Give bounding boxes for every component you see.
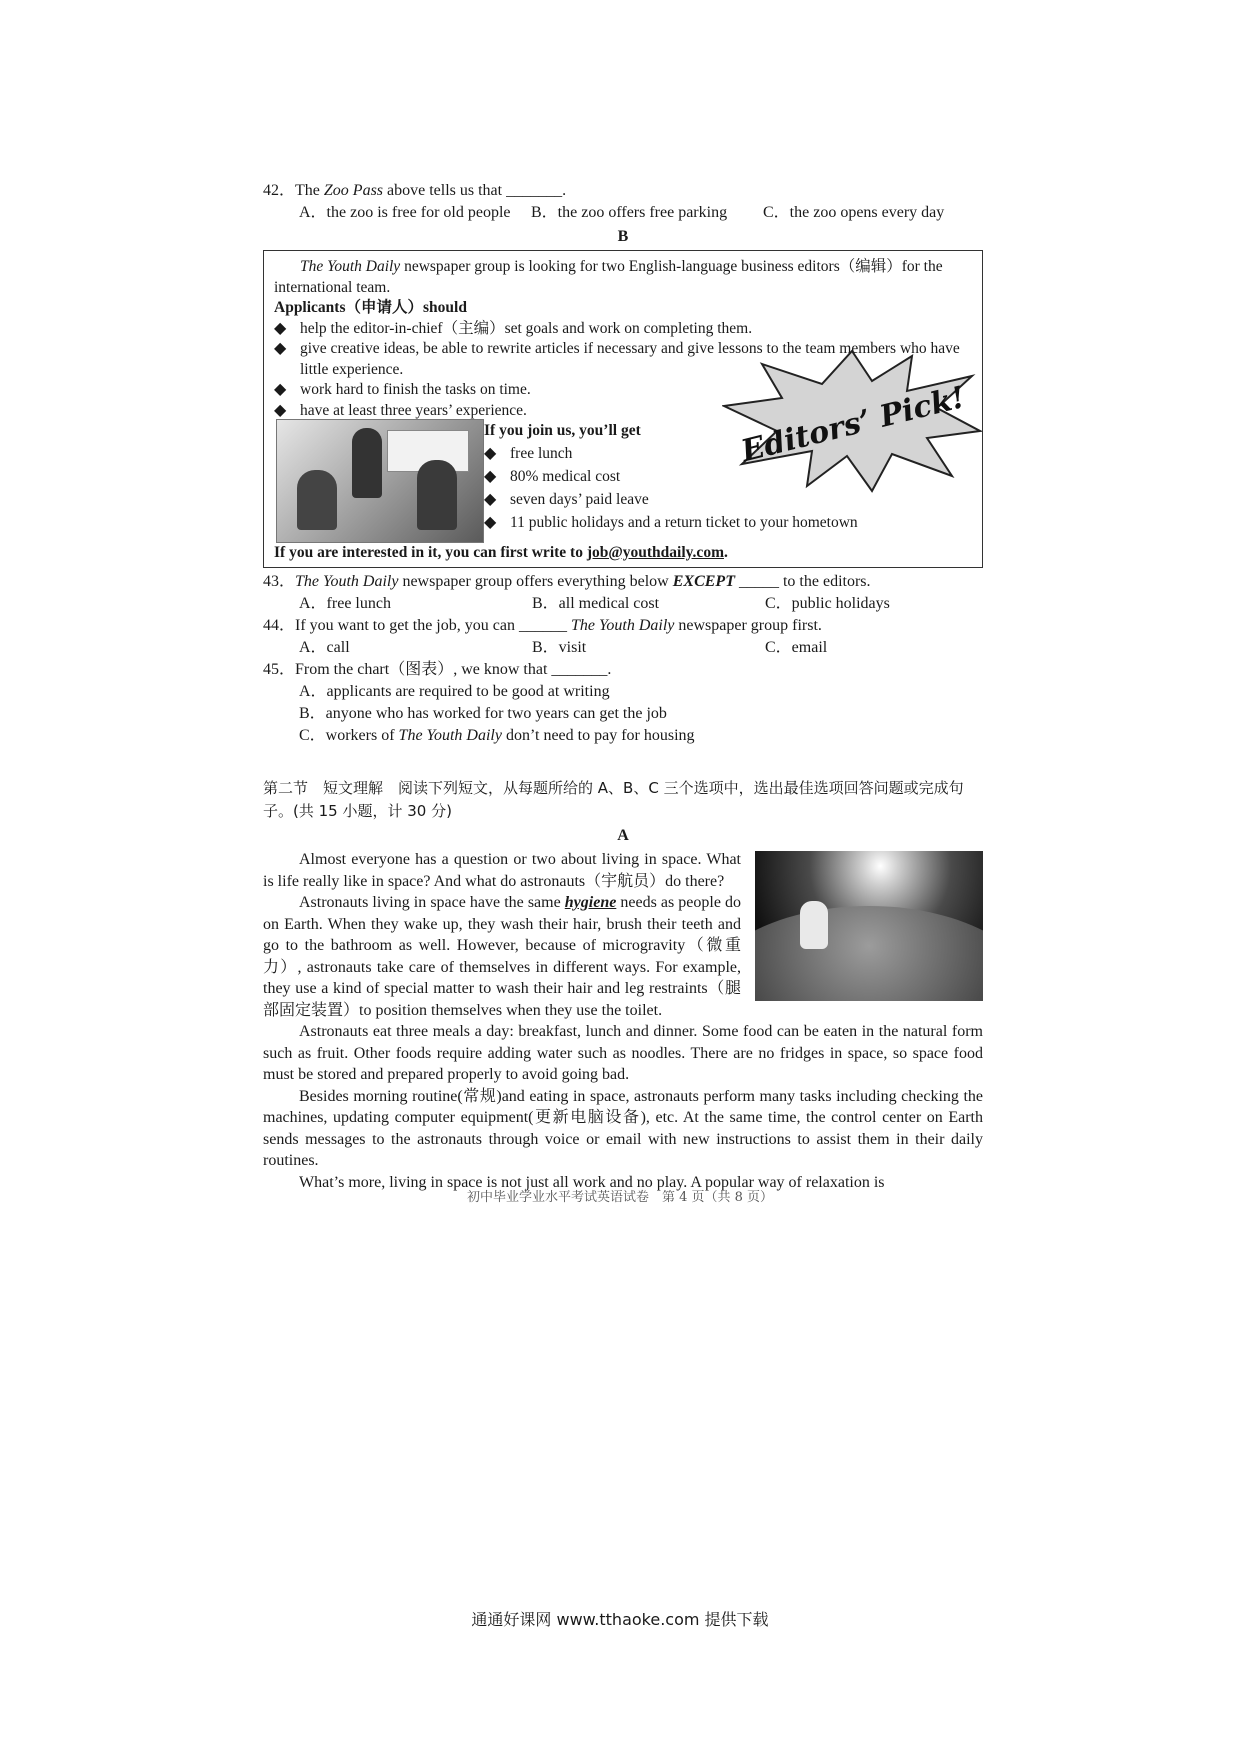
passage-paragraph: What’s more, living in space is not just all work and no play. A popular way of relaxation is — [299, 1173, 885, 1191]
question-42 — [263, 180, 983, 202]
q44-option-a: A．call — [299, 639, 350, 656]
question-43 — [263, 571, 983, 593]
section-b-heading: B — [617, 228, 629, 245]
office-meeting-photo — [276, 419, 484, 543]
job-ad-box — [263, 250, 983, 568]
ad-intro — [274, 257, 972, 298]
passage-paragraph: Besides morning routine(常规)and eating in space, astronauts perform many tasks including checking the machines, updating computer equipment(更新电脑设备), etc. At the same time, the control center on Earth sends messages to the astronauts through voice or email with new instructions to assist them in their daily routines. — [263, 1087, 983, 1169]
q45-option-c — [263, 725, 983, 747]
passage-paragraph: Astronauts eat three meals a day: breakfast, lunch and dinner. Some food can be eaten in the natural form such as fruit. Other foods require adding water such as noodles. There are no fridges in space, so space food must be stored and prepared properly to avoid going bad. — [263, 1023, 983, 1083]
contact-text: If you are interested in it, you can first write to — [274, 543, 587, 561]
q43-option-c: C．public holidays — [765, 595, 890, 612]
ad-intro-rest: newspaper group is looking for two English-language business editors（编辑）for the international team. — [274, 258, 943, 296]
q43-number: 43． — [263, 573, 296, 590]
q44-options — [263, 637, 983, 659]
q45-option-b: B．anyone who has worked for two years can get the job — [299, 705, 667, 722]
download-credit: 通通好课网 www.tthaoke.com 提供下载 — [471, 1610, 769, 1629]
passage-a — [263, 849, 983, 1193]
q43-options — [263, 593, 983, 615]
q43-stem-end: _____ to the editors. — [734, 573, 871, 590]
q45-c-pre: C．workers of — [299, 727, 399, 744]
hygiene-word: hygiene — [564, 894, 617, 911]
section-a-heading: A — [617, 827, 629, 844]
q42-option-c: C．the zoo opens every day — [763, 204, 945, 221]
astronaut-space-photo — [755, 851, 983, 1001]
q44-stem-post: newspaper group first. — [674, 617, 822, 634]
section-2-instructions: 第二节 短文理解 阅读下列短文，从每题所给的 A、B、C 三个选项中，选出最佳选项回答问题或完成句子。(共 15 小题，计 30 分) — [263, 779, 964, 820]
requirement-item: ◆ help the editor-in-chief（主编）set goals and work on completing them. — [274, 319, 964, 340]
exam-page — [263, 180, 983, 1193]
benefits-heading: If you join us, you’ll get — [484, 422, 641, 439]
q43-newspaper: The Youth Daily — [295, 573, 399, 590]
benefit-item: ◆ 80% medical cost — [484, 465, 972, 488]
question-44 — [263, 615, 983, 637]
q42-stem-post: above tells us that _______. — [383, 182, 567, 199]
q43-except: EXCEPT — [672, 573, 735, 590]
p2-pre: Astronauts living in space have the same — [299, 894, 565, 911]
requirement-item: ◆ have at least three years’ experience. — [274, 401, 964, 422]
q45-c-post: don’t need to pay for housing — [501, 727, 695, 744]
benefit-item: ◆ seven days’ paid leave — [484, 488, 972, 511]
ad-intro-newspaper: The Youth Daily — [300, 258, 401, 275]
editors-pick-text: Editors’ Pick! — [737, 379, 969, 470]
applicants-heading: Applicants（申请人）should — [274, 299, 467, 316]
q42-zoo-pass: Zoo Pass — [323, 182, 384, 199]
p2-post: needs as people do on Earth. When they wake up, they wash their hair, brush their teeth and go to the bathroom as well. However, because of microgravity（微重力）, astronauts take care of themselves in different ways. For example, they use a kind of special matter to wash their hair and leg restraints（腿部固定装置）to position themselves when they use the toilet. — [263, 894, 742, 1019]
q45-c-newspaper: The Youth Daily — [398, 727, 502, 744]
question-45: 45．From the chart（图表）, we know that _______. — [263, 661, 612, 678]
contact-end: . — [723, 543, 728, 561]
q42-option-b: B．the zoo offers free parking — [531, 204, 728, 221]
contact-line — [274, 543, 728, 564]
passage-paragraph: Almost everyone has a question or two about living in space. What is life really like in space? And what do astronauts（宇航员）do there? — [263, 851, 741, 890]
benefit-item: ◆ free lunch — [484, 442, 972, 465]
contact-email-link[interactable]: job@youthdaily.com — [586, 543, 724, 561]
q42-options — [263, 202, 983, 224]
q44-option-b: B．visit — [532, 639, 587, 656]
q42-option-a: A．the zoo is free for old people — [299, 204, 511, 221]
page-footer: 初中毕业学业水平考试英语试卷 第 4 页（共 8 页） — [466, 1190, 774, 1205]
benefits-block — [474, 421, 972, 534]
benefits-list — [474, 442, 972, 534]
requirement-item: ◆ give creative ideas, be able to rewrite articles if necessary and give lessons to the team members who have little experience. — [274, 339, 964, 380]
q44-option-c: C．email — [765, 639, 828, 656]
q43-stem-mid: newspaper group offers everything below — [398, 573, 673, 590]
q42-stem-pre: 42．The — [263, 182, 324, 199]
benefit-item: ◆ 11 public holidays and a return ticket to your hometown — [484, 511, 972, 534]
q43-option-b: B．all medical cost — [532, 595, 660, 612]
q44-newspaper: The Youth Daily — [570, 617, 675, 634]
q45-option-a: A．applicants are required to be good at writing — [299, 683, 610, 700]
q44-stem-pre: 44．If you want to get the job, you can ______ — [263, 617, 571, 634]
q43-option-a: A．free lunch — [299, 595, 391, 612]
requirement-item: ◆ work hard to finish the tasks on time. — [274, 380, 964, 401]
